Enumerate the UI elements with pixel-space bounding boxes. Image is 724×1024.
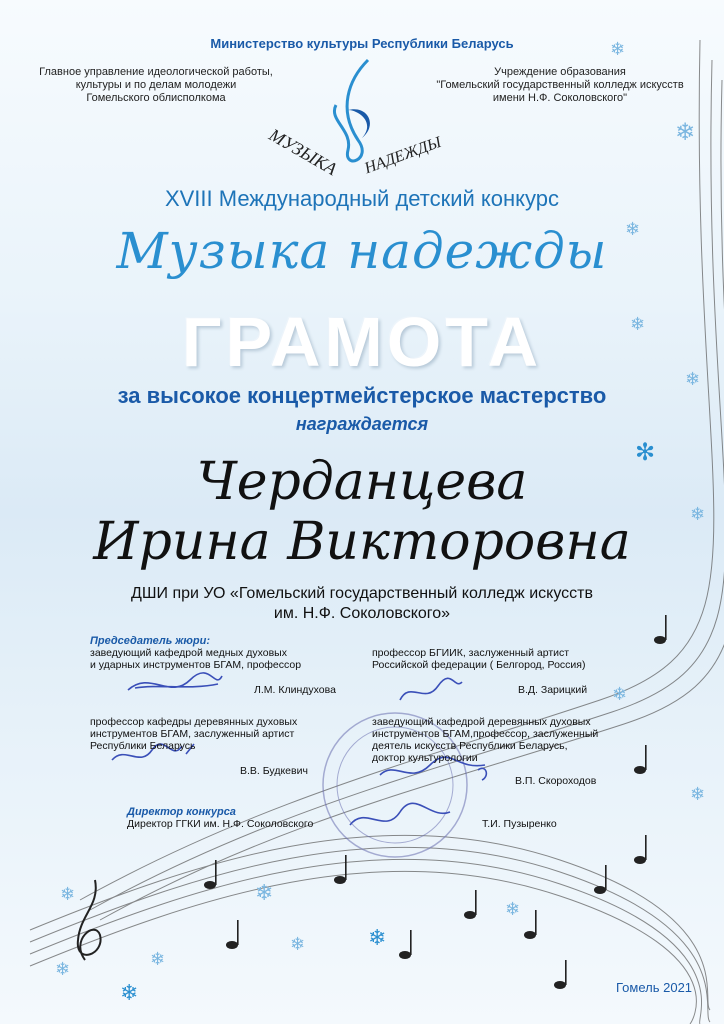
right-organization: Учреждение образования "Гомельский государственный колледж искусств имени Н.Ф. Соколовского" xyxy=(436,66,684,104)
snowflake-icon: ❄ xyxy=(612,684,628,705)
logo-word-hope: НАДЕЖДЫ xyxy=(362,133,444,178)
competition-title: XVIII Международный детский конкурс xyxy=(164,186,560,211)
snowflake-icon: ❄ xyxy=(690,504,706,525)
director-name: Т.И. Пузыренко xyxy=(482,818,557,830)
snowflake-icon: ❄ xyxy=(685,369,701,390)
snowflake-icon: ❄ xyxy=(675,118,696,146)
snowflake-icon: ❄ xyxy=(120,981,139,1006)
music-note-icons xyxy=(204,615,667,989)
city-year: Гомель 2021 xyxy=(616,980,693,995)
snowflake-icon: ❄ xyxy=(610,39,626,60)
music-note-icon xyxy=(594,865,607,894)
director-label: Директор конкурса xyxy=(127,806,236,818)
music-note-icon xyxy=(399,930,412,959)
snowflake-icon: ❄ xyxy=(55,959,71,980)
snowflake-icon: ✻ xyxy=(635,438,656,466)
jury-member-name: В.В. Будкевич xyxy=(240,765,308,777)
jury-member-name: Л.М. Клиндухова xyxy=(254,684,336,696)
music-note-icon xyxy=(524,910,537,939)
snowflake-icon: ❄ xyxy=(60,884,76,905)
jury-member-title: профессор БГИИК, заслуженный артист Российской федерации ( Белгород, Россия) xyxy=(372,647,586,671)
snowflake-icon: ❄ xyxy=(368,926,387,951)
award-reason: за высокое концертмейстерское мастерство xyxy=(117,383,607,408)
awarded-label: награждается xyxy=(295,414,429,434)
ministry-title: Министерство культуры Республики Беларусь xyxy=(210,36,514,51)
snowflake-icon: ❄ xyxy=(290,934,306,955)
jury-chair-label: Председатель жюри: xyxy=(90,635,211,647)
recipient-surname: Черданцева xyxy=(196,452,528,512)
recipient-given-names: Ирина Викторовна xyxy=(93,512,631,572)
treble-clef-icon xyxy=(78,880,101,960)
music-note-icon xyxy=(226,920,239,949)
snowflake-icon: ❄ xyxy=(630,314,646,335)
snowflake-icon: ❄ xyxy=(505,899,521,920)
competition-logo xyxy=(258,50,458,180)
left-organization: Главное управление идеологической работы, культуры и по делам молодежи Гомельского облисполкома xyxy=(39,66,273,104)
music-note-icon xyxy=(554,960,567,989)
director-title: Директор ГГКИ им. Н.Ф. Соколовского xyxy=(127,818,314,830)
snowflake-icon: ❄ xyxy=(255,881,274,906)
recipient-school: ДШИ при УО «Гомельский государственный колледж искусств им. Н.Ф. Соколовского» xyxy=(131,585,593,622)
snowflake-icon: ❄ xyxy=(690,784,706,805)
snowflake-icon: ❄ xyxy=(625,219,641,240)
jury-member-title: профессор кафедры деревянных духовых инструментов БГАМ, заслуженный артист Республики Беларусь xyxy=(90,716,298,752)
jury-member-title: заведующий кафедрой медных духовых и ударных инструментов БГАМ, профессор xyxy=(90,647,302,671)
script-title: Музыка надежды xyxy=(116,222,608,280)
document-type-heading: ГРАМОТА xyxy=(181,303,543,381)
signature-klindukhova xyxy=(128,673,222,690)
music-note-icon xyxy=(634,745,647,774)
jury-member-name: В.Д. Зарицкий xyxy=(518,684,588,696)
snowflake-icon: ❄ xyxy=(150,949,166,970)
logo-word-music: МУЗЫКА xyxy=(265,124,341,180)
music-note-icon xyxy=(334,855,347,884)
music-note-icon xyxy=(634,835,647,864)
jury-member-name: В.П. Скороходов xyxy=(515,775,597,787)
jury-member-title: заведующий кафедрой деревянных духовых инструментов БГАМ,профессор, заслуженный деятель искусств Республики Беларусь, доктор культурологии xyxy=(372,716,599,764)
music-note-icon xyxy=(464,890,477,919)
signature-zaritsky xyxy=(400,678,462,700)
signature-puzyrenko xyxy=(350,803,450,825)
